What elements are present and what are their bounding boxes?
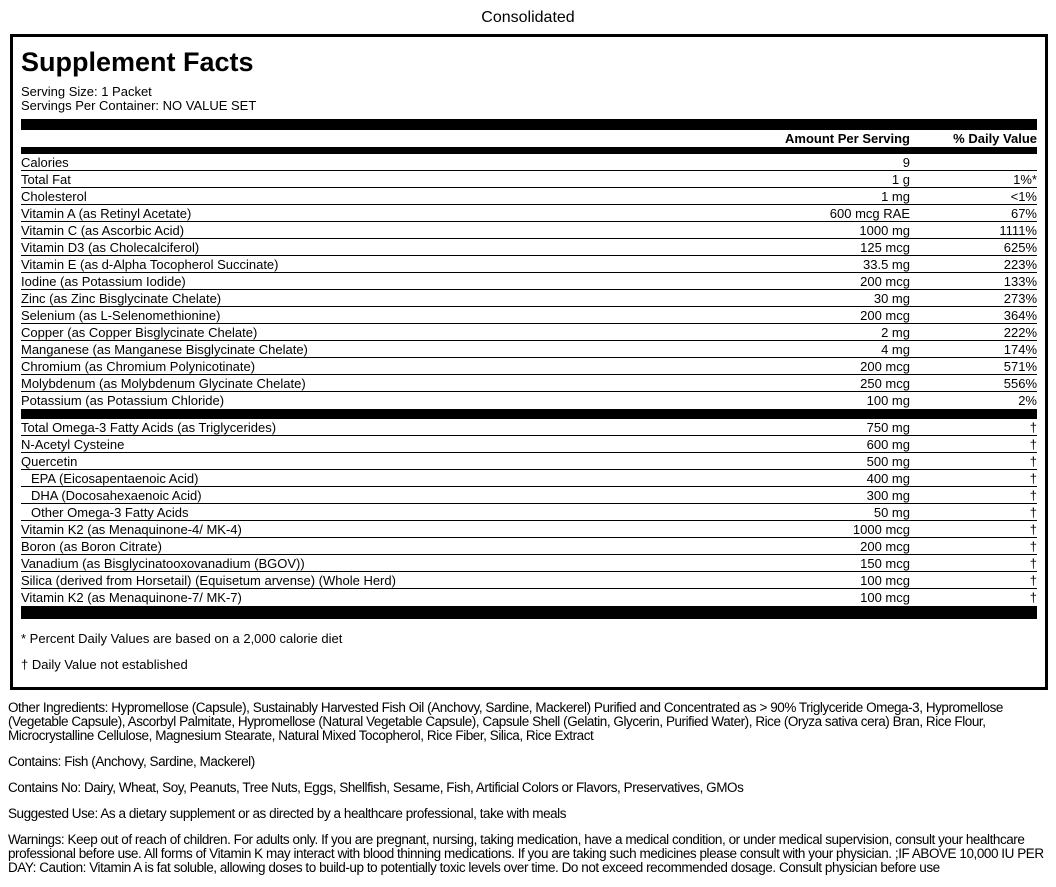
supplement-name: DHA (Docosahexaenoic Acid) xyxy=(31,487,202,503)
nutrient-name: Vitamin C (as Ascorbic Acid) xyxy=(21,222,185,238)
divider-bar-section xyxy=(21,409,1037,419)
nutrient-dv: 364% xyxy=(1003,307,1037,323)
nutrient-dv: 223% xyxy=(1003,256,1037,272)
warnings-text: Warnings: Keep out of reach of children. For adults only. If you are pregnant, nursing, taking medication, have a medical condition, or under medical supervision, consult your healthcare professional before use. All forms of Vitamin K may interact with blood thinning medications. If you are taking such medicines please consult with your physician. ;IF ABOVE 10,000 IU PER DAY: Caution: Vitamin A is fat soluble, allowing doses to build-up to potentially toxic levels over time. Do not exceed recommended dosage. Consult physician before use xyxy=(8,832,1044,875)
supplement-amount: 600 mg xyxy=(866,436,910,452)
table-row xyxy=(21,171,1037,188)
table-row xyxy=(21,419,1037,436)
supplement-dv: † xyxy=(1029,504,1037,520)
nutrient-name: Vitamin A (as Retinyl Acetate) xyxy=(21,205,192,221)
nutrient-amount: 33.5 mg xyxy=(863,256,910,272)
suggested-use-text: Suggested Use: As a dietary supplement or as directed by a healthcare professional, take with meals xyxy=(8,806,567,821)
servings-per-container-text: Servings Per Container: NO VALUE SET xyxy=(21,98,257,113)
supplement-dv: † xyxy=(1029,590,1037,605)
supplement-amount: 50 mg xyxy=(873,504,910,520)
nutrient-dv: 1%* xyxy=(1013,171,1037,187)
nutrient-amount: 1 g xyxy=(891,171,910,187)
supplement-name: Vitamin K2 (as Menaquinone-7/ MK-7) xyxy=(21,590,242,605)
table-row xyxy=(21,453,1037,470)
supplement-amount: 200 mcg xyxy=(860,538,910,554)
nutrient-amount: 1 mg xyxy=(881,188,910,204)
table-row xyxy=(21,307,1037,324)
nutrient-amount: 200 mcg xyxy=(860,273,910,289)
supplement-name: EPA (Eicosapentaenoic Acid) xyxy=(31,470,199,486)
header-amount-per-serving: Amount Per Serving xyxy=(785,131,910,146)
table-row xyxy=(21,470,1037,487)
nutrient-name: Vitamin D3 (as Cholecalciferol) xyxy=(21,239,200,255)
table-row xyxy=(21,188,1037,205)
table-row xyxy=(21,256,1037,273)
divider-bar-top xyxy=(21,119,1037,130)
nutrient-name: Calories xyxy=(21,154,69,170)
other-ingredients-text: Other Ingredients: Hypromellose (Capsule), Sustainably Harvested Fish Oil (Anchovy, Sardine, Mackerel) Purified and Concentrated as > 90% Triglyceride Omega-3, Hypromellose (Vegetable Capsule), Ascorbyl Palmitate, Hypromellose (Natural Vegetable Capsule), Capsule Shell (Gelatin, Glycerin, Purified Water), Rice (Oryza sativa cera) Bran, Rice Flour, Microcrystalline Cellulose, Magnesium Stearate, Natural Mixed Tocopherol, Rice Fiber, Silica, Rice Extract xyxy=(8,700,1003,743)
supplement-dv: † xyxy=(1029,521,1037,537)
supplement-name: Vanadium (as Bisglycinatooxovanadium (BGOV)) xyxy=(21,555,305,571)
nutrient-amount: 125 mcg xyxy=(860,239,910,255)
supplement-name: Quercetin xyxy=(21,453,78,469)
table-row xyxy=(21,572,1037,589)
table-row xyxy=(21,538,1037,555)
table-row xyxy=(21,273,1037,290)
supplement-name: Silica (derived from Horsetail) (Equisetum arvense) (Whole Herd) xyxy=(21,572,396,588)
nutrient-dv: 1111% xyxy=(999,222,1037,238)
nutrient-name: Chromium (as Chromium Polynicotinate) xyxy=(21,358,256,374)
supplement-name: Total Omega-3 Fatty Acids (as Triglycerides) xyxy=(21,419,277,435)
header-daily-value: % Daily Value xyxy=(953,131,1037,146)
supplement-dv: † xyxy=(1029,572,1037,588)
nutrient-amount: 200 mcg xyxy=(860,307,910,323)
supplement-amount: 500 mg xyxy=(866,453,910,469)
nutrients-section xyxy=(21,154,1037,409)
nutrient-amount: 4 mg xyxy=(881,341,910,357)
serving-size-text: Serving Size: 1 Packet xyxy=(21,84,152,99)
table-row xyxy=(21,555,1037,572)
supplement-dv: † xyxy=(1029,453,1037,469)
nutrient-amount: 9 xyxy=(902,154,910,170)
nutrient-amount: 100 mg xyxy=(866,393,910,408)
nutrient-name: Manganese (as Manganese Bisglycinate Chelate) xyxy=(21,341,308,357)
supplement-name: Other Omega-3 Fatty Acids xyxy=(31,504,189,520)
supplement-dv: † xyxy=(1029,470,1037,486)
nutrient-dv: 222% xyxy=(1003,324,1037,340)
supplement-name: Boron (as Boron Citrate) xyxy=(21,538,162,554)
nutrient-amount: 600 mcg RAE xyxy=(829,205,910,221)
table-row xyxy=(21,521,1037,538)
contains-text: Contains: Fish (Anchovy, Sardine, Mackerel) xyxy=(8,754,255,769)
table-row xyxy=(21,589,1037,606)
nutrient-amount: 1000 mg xyxy=(859,222,910,238)
nutrient-dv: <1% xyxy=(1010,188,1037,204)
supplement-dv: † xyxy=(1029,419,1037,435)
nutrient-name: Copper (as Copper Bisglycinate Chelate) xyxy=(21,324,258,340)
table-row xyxy=(21,222,1037,239)
info-paragraphs xyxy=(8,701,1048,875)
nutrient-name: Vitamin E (as d-Alpha Tocopherol Succinate) xyxy=(21,256,279,272)
nutrient-name: Zinc (as Zinc Bisglycinate Chelate) xyxy=(21,290,222,306)
nutrient-dv: 174% xyxy=(1003,341,1037,357)
table-row xyxy=(21,375,1037,392)
nutrient-dv: 556% xyxy=(1003,375,1037,391)
footnote-daily-value-not-established: † Daily Value not established xyxy=(21,657,188,672)
supplement-amount: 400 mg xyxy=(866,470,910,486)
footnote-percent-daily-values: * Percent Daily Values are based on a 2,000 calorie diet xyxy=(21,631,343,646)
nutrient-amount: 2 mg xyxy=(881,324,910,340)
table-row xyxy=(21,487,1037,504)
supplement-dv: † xyxy=(1029,436,1037,452)
supplement-name: Vitamin K2 (as Menaquinone-4/ MK-4) xyxy=(21,521,242,537)
supplement-amount: 100 mcg xyxy=(860,572,910,588)
table-row xyxy=(21,290,1037,307)
supplement-dv: † xyxy=(1029,555,1037,571)
nutrient-dv: 273% xyxy=(1003,290,1037,306)
table-row xyxy=(21,358,1037,375)
nutrient-dv: 133% xyxy=(1003,273,1037,289)
supplements-section xyxy=(21,419,1037,606)
table-row xyxy=(21,324,1037,341)
supplement-dv: † xyxy=(1029,487,1037,503)
nutrient-dv: 625% xyxy=(1003,239,1037,255)
table-row xyxy=(21,341,1037,358)
table-row xyxy=(21,205,1037,222)
nutrient-amount: 200 mcg xyxy=(860,358,910,374)
nutrient-name: Iodine (as Potassium Iodide) xyxy=(21,273,186,289)
supplement-facts-title: Supplement Facts xyxy=(21,47,254,77)
nutrient-dv: 2% xyxy=(1018,393,1037,408)
nutrient-amount: 250 mcg xyxy=(860,375,910,391)
contains-no-text: Contains No: Dairy, Wheat, Soy, Peanuts, Tree Nuts, Eggs, Shellfish, Sesame, Fish, Artificial Colors or Flavors, Preservatives, GMOs xyxy=(8,780,744,795)
supplement-name: N-Acetyl Cysteine xyxy=(21,436,125,452)
supplement-amount: 1000 mcg xyxy=(852,521,910,537)
supplement-amount: 750 mg xyxy=(866,419,910,435)
nutrient-name: Total Fat xyxy=(21,171,71,187)
nutrient-name: Cholesterol xyxy=(21,188,87,204)
table-row xyxy=(21,239,1037,256)
nutrient-name: Potassium (as Potassium Chloride) xyxy=(21,393,225,408)
table-row xyxy=(21,392,1037,409)
supplement-amount: 150 mcg xyxy=(860,555,910,571)
supplement-amount: 100 mcg xyxy=(860,590,910,605)
table-row xyxy=(21,436,1037,453)
nutrient-amount: 30 mg xyxy=(873,290,910,306)
table-row xyxy=(21,154,1037,171)
supplement-facts-panel xyxy=(10,34,1048,690)
nutrient-name: Selenium (as L-Selenomethionine) xyxy=(21,307,221,323)
supplement-dv: † xyxy=(1029,538,1037,554)
nutrient-name: Molybdenum (as Molybdenum Glycinate Chelate) xyxy=(21,375,306,391)
table-row xyxy=(21,504,1037,521)
divider-bar-under-header xyxy=(21,147,1037,154)
nutrient-dv: 571% xyxy=(1003,358,1037,374)
page-title: Consolidated xyxy=(481,9,575,26)
nutrient-dv: 67% xyxy=(1010,205,1037,221)
supplement-amount: 300 mg xyxy=(866,487,910,503)
divider-bar-bottom xyxy=(21,606,1037,619)
table-header-row xyxy=(21,130,1037,147)
